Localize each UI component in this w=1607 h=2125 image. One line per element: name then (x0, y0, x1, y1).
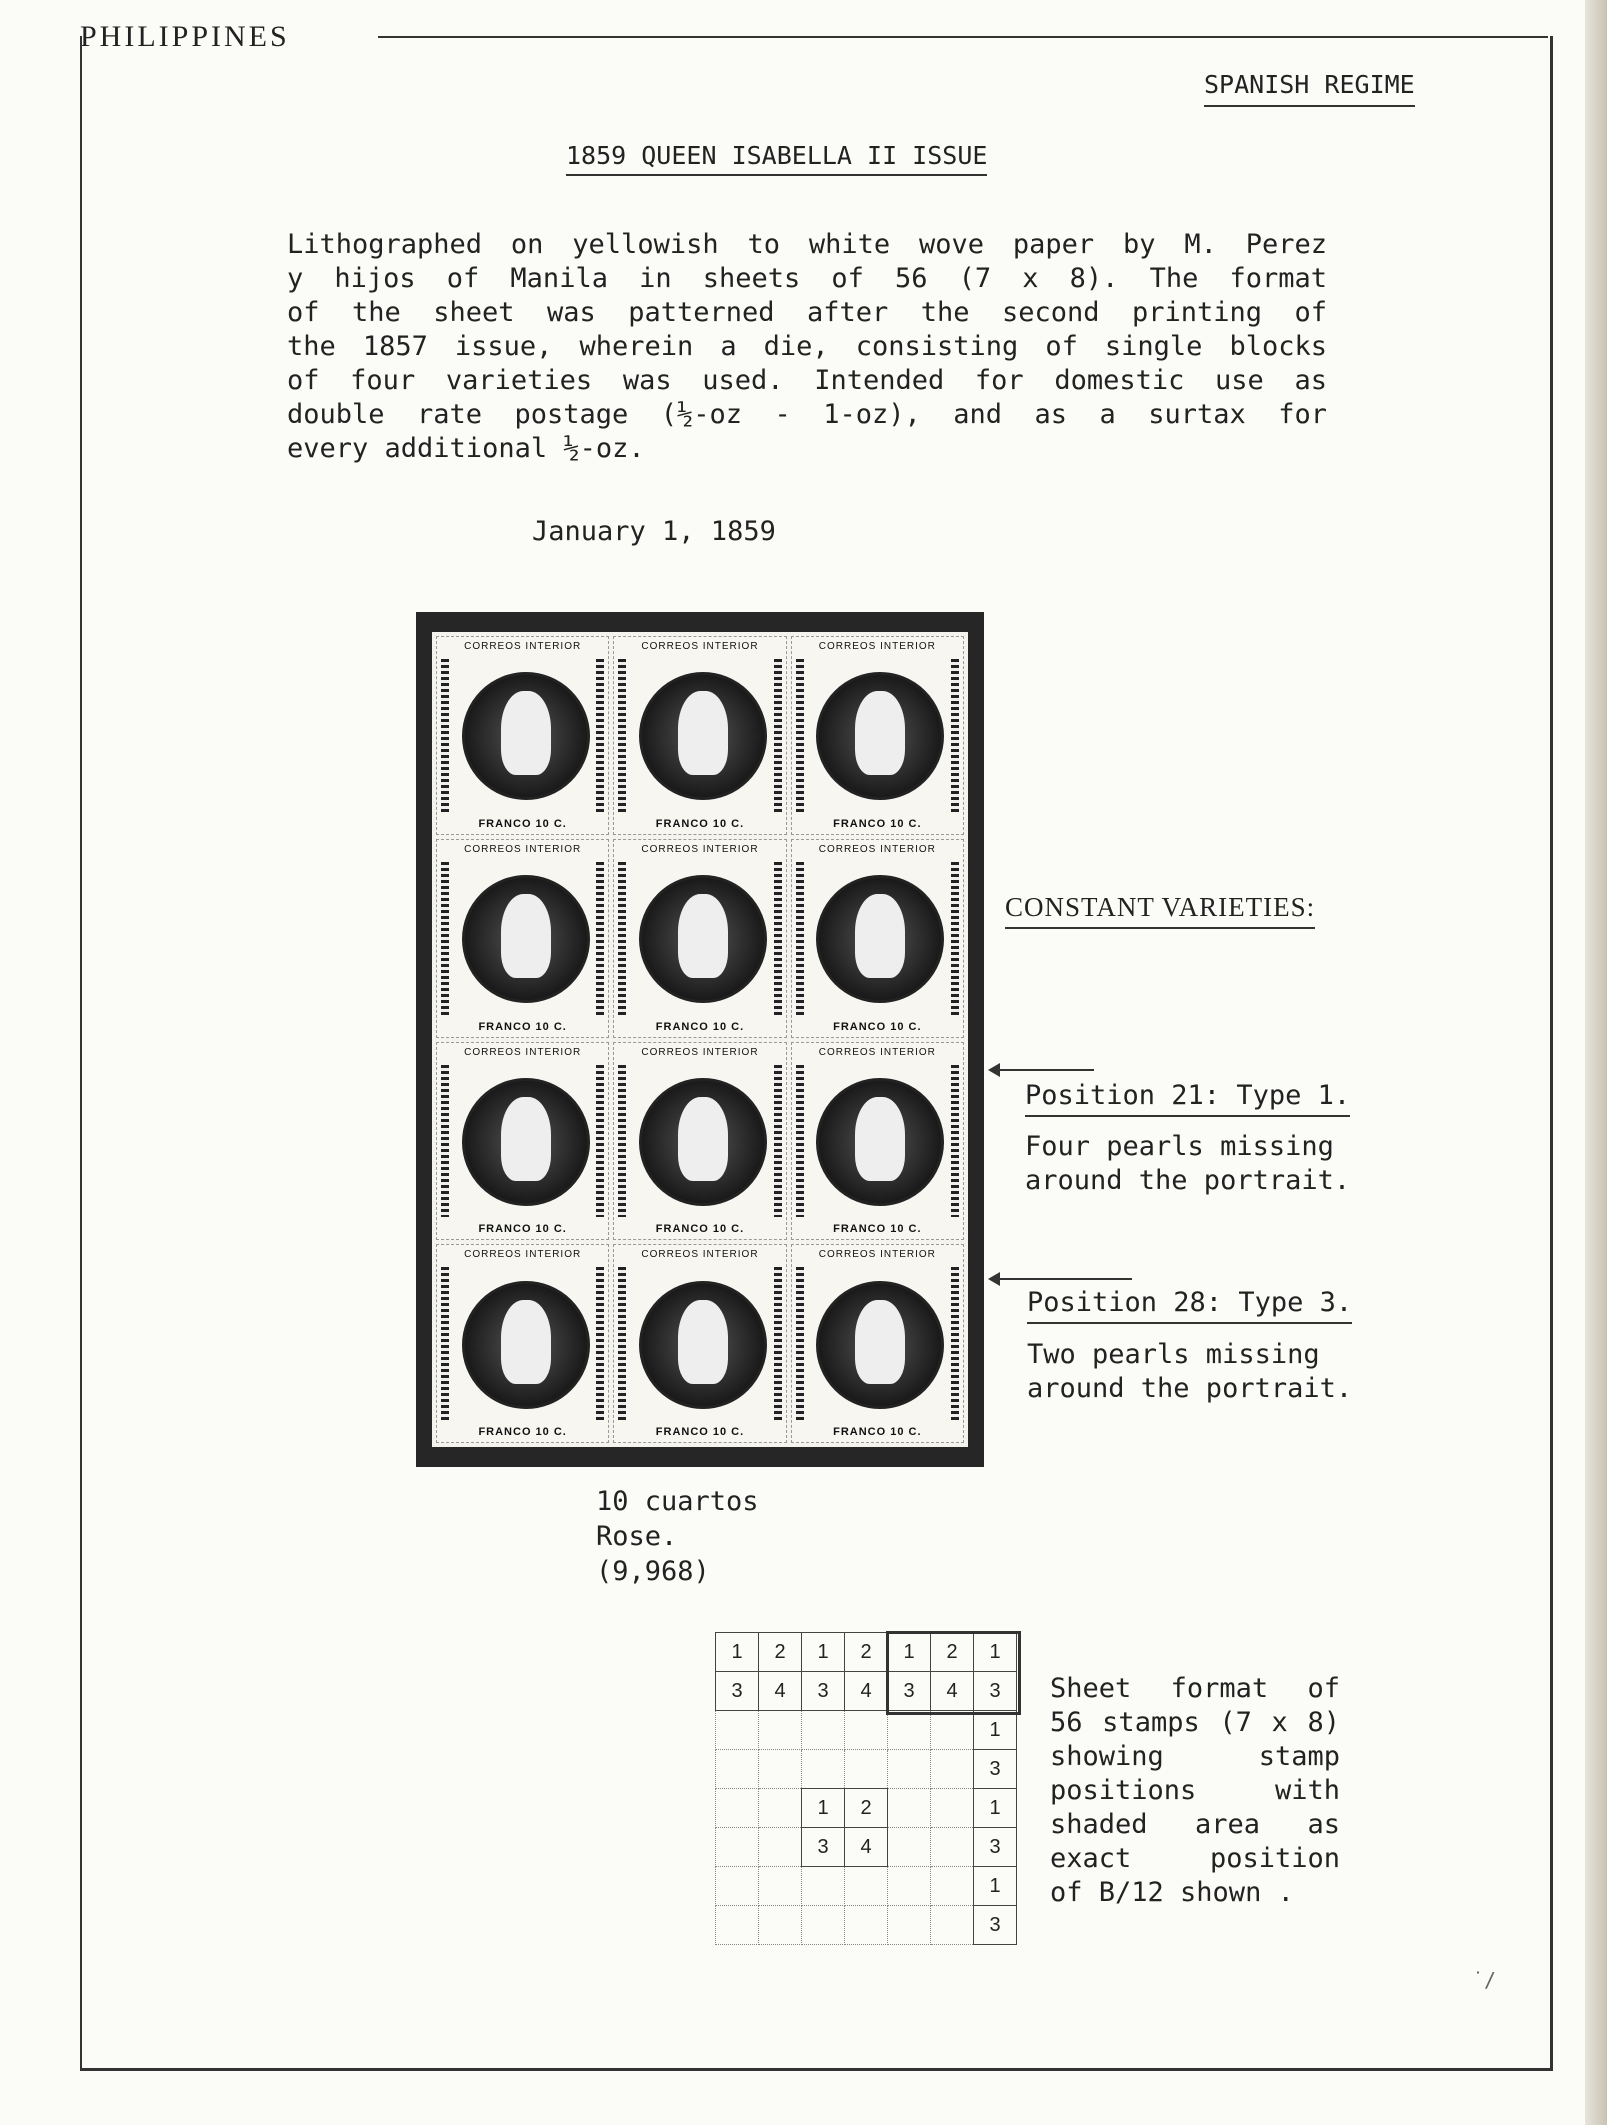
sheet-row (716, 1672, 1017, 1711)
arrow-position-28 (990, 1278, 1132, 1280)
sheet-cell: 1 (974, 1711, 1017, 1750)
quantity-issued: (9,968) (596, 1556, 710, 1587)
queen-portrait-medallion (639, 1078, 767, 1206)
sheet-cell (759, 1789, 802, 1828)
sheet-cell: 2 (931, 1633, 974, 1672)
variety-line: around the portrait. (1025, 1165, 1351, 1196)
page-header-country: PHILIPPINES (80, 20, 290, 53)
sheet-description-line: exact position (1050, 1843, 1340, 1874)
stamp-bottom-legend: FRANCO 10 C. (478, 817, 567, 830)
sheet-cell: 4 (759, 1672, 802, 1711)
sheet-cell (802, 1750, 845, 1789)
stamp-side-ornament (596, 1065, 604, 1218)
sheet-cell (716, 1906, 759, 1945)
sheet-cell (802, 1711, 845, 1750)
stamp-bottom-legend: FRANCO 10 C. (478, 1426, 567, 1438)
sheet-cell (845, 1711, 888, 1750)
stamp-side-ornament (596, 862, 604, 1015)
issue-date: January 1, 1859 (532, 516, 776, 547)
sheet-cell: 1 (974, 1633, 1017, 1672)
stamp-bottom-legend: FRANCO 10 C. (478, 1020, 567, 1033)
stamp-side-ornament (951, 862, 959, 1015)
variety-title-position-28: Position 28: Type 3. (1027, 1287, 1352, 1324)
stamp-side-ornament (796, 1065, 804, 1218)
sheet-cell (845, 1867, 888, 1906)
description-line: of the sheet was patterned after the second printing of (287, 297, 1327, 328)
queen-portrait-medallion (462, 875, 590, 1003)
stamp-top-legend: CORREOS INTERIOR (818, 1249, 936, 1261)
sheet-description-line: Sheet format of (1050, 1673, 1340, 1704)
sheet-cell: 1 (974, 1789, 1017, 1828)
stamp-top-legend: CORREOS INTERIOR (818, 1046, 936, 1058)
sheet-cell (845, 1906, 888, 1945)
sheet-row (716, 1828, 1017, 1867)
stamp-block-image (416, 612, 984, 1467)
stamp-bottom-legend: FRANCO 10 C. (478, 1223, 567, 1236)
issue-description (287, 228, 1327, 466)
sheet-cell: 2 (845, 1789, 888, 1828)
stamp-side-ornament (774, 1065, 782, 1218)
stamp-side-ornament (596, 659, 604, 812)
sheet-cell: 1 (802, 1633, 845, 1672)
issue-title: 1859 QUEEN ISABELLA II ISSUE (566, 141, 987, 176)
sheet-cell (759, 1867, 802, 1906)
queen-portrait-medallion (816, 672, 944, 800)
stamp-bottom-legend: FRANCO 10 C. (655, 1223, 745, 1236)
sheet-cell: 3 (974, 1672, 1017, 1711)
stamp-side-ornament (618, 659, 626, 812)
sheet-description-line: 56 stamps (7 x 8) (1050, 1707, 1340, 1738)
queen-portrait-medallion (816, 1281, 944, 1409)
sheet-cell: 1 (716, 1633, 759, 1672)
stamp (436, 636, 609, 835)
stamp-top-legend: CORREOS INTERIOR (818, 843, 936, 855)
stamp-side-ornament (774, 1267, 782, 1420)
queen-portrait-medallion (462, 672, 590, 800)
sheet-cell (931, 1750, 974, 1789)
denomination: 10 cuartos (596, 1486, 759, 1517)
sheet-row (716, 1789, 1017, 1828)
stamp-side-ornament (596, 1267, 604, 1420)
stamp (791, 1244, 964, 1443)
sheet-cell (888, 1828, 931, 1867)
variety-line: around the portrait. (1027, 1373, 1353, 1404)
stamp-top-legend: CORREOS INTERIOR (464, 641, 582, 652)
regime-label: SPANISH REGIME (1204, 70, 1415, 107)
stamp-top-legend: CORREOS INTERIOR (641, 641, 759, 652)
sheet-cell (888, 1906, 931, 1945)
sheet-cell: 2 (759, 1633, 802, 1672)
description-line: the 1857 issue, wherein a die, consisting of single blocks (287, 331, 1327, 362)
sheet-cell: 4 (845, 1672, 888, 1711)
sheet-cell: 3 (974, 1906, 1017, 1945)
sheet-row (716, 1711, 1017, 1750)
stamp-bottom-legend: FRANCO 10 C. (833, 817, 922, 830)
sheet-cell (845, 1750, 888, 1789)
stamp (613, 1042, 786, 1241)
sheet-cell: 3 (974, 1828, 1017, 1867)
stamp-side-ornament (441, 1065, 449, 1218)
description-line: every additional ½-oz. (287, 433, 645, 464)
stamp-side-ornament (774, 862, 782, 1015)
stamp (436, 1244, 609, 1443)
variety-line: Four pearls missing (1025, 1131, 1334, 1162)
stamp-color: Rose. (596, 1521, 678, 1552)
sheet-cell (759, 1906, 802, 1945)
stamp-top-legend: CORREOS INTERIOR (464, 843, 582, 855)
sheet-cell (931, 1789, 974, 1828)
stamp-side-ornament (618, 1065, 626, 1218)
sheet-cell: 3 (716, 1672, 759, 1711)
sheet-description-line: showing stamp (1050, 1741, 1340, 1772)
stamp (791, 839, 964, 1038)
description-line: y hijos of Manila in sheets of 56 (7 x 8). The format (287, 263, 1327, 294)
stamp (791, 636, 964, 835)
stamp-top-legend: CORREOS INTERIOR (464, 1046, 582, 1058)
sheet-cell (759, 1828, 802, 1867)
sheet-cell (931, 1711, 974, 1750)
stamp-side-ornament (951, 1065, 959, 1218)
stamp-bottom-legend: FRANCO 10 C. (833, 1223, 922, 1236)
stamp (436, 1042, 609, 1241)
scan-edge-shadow (1585, 0, 1607, 2125)
stamp-bottom-legend: FRANCO 10 C. (655, 1020, 745, 1033)
sheet-cell: 1 (802, 1789, 845, 1828)
stamp-top-legend: CORREOS INTERIOR (641, 843, 759, 855)
sheet-cell (759, 1711, 802, 1750)
sheet-cell (716, 1750, 759, 1789)
queen-portrait-medallion (462, 1281, 590, 1409)
sheet-cell (716, 1867, 759, 1906)
arrow-position-21 (990, 1069, 1094, 1071)
sheet-row (716, 1867, 1017, 1906)
sheet-cell (888, 1789, 931, 1828)
stamp-top-legend: CORREOS INTERIOR (641, 1046, 759, 1058)
sheet-cell (931, 1867, 974, 1906)
stamp-side-ornament (796, 862, 804, 1015)
constant-varieties-heading: CONSTANT VARIETIES: (1005, 892, 1315, 929)
queen-portrait-medallion (639, 875, 767, 1003)
sheet-cell (888, 1711, 931, 1750)
stamp-bottom-legend: FRANCO 10 C. (655, 1426, 745, 1438)
sheet-cell (931, 1828, 974, 1867)
sheet-cell (802, 1906, 845, 1945)
queen-portrait-medallion (816, 875, 944, 1003)
sheet-row (716, 1906, 1017, 1945)
sheet-cell: 1 (974, 1867, 1017, 1906)
sheet-cell: 1 (888, 1633, 931, 1672)
description-line: Lithographed on yellowish to white wove paper by M. Perez (287, 229, 1327, 260)
sheet-description-line: of B/12 shown . (1050, 1877, 1294, 1908)
variety-description-position-28 (1027, 1338, 1352, 1406)
scan-speck: ˙/ (1472, 1968, 1497, 1992)
stamp (436, 839, 609, 1038)
stamp-top-legend: CORREOS INTERIOR (818, 641, 936, 652)
sheet-cell (716, 1711, 759, 1750)
sheet-cell (888, 1867, 931, 1906)
sheet-cell (802, 1867, 845, 1906)
queen-portrait-medallion (639, 1281, 767, 1409)
sheet-cell (716, 1828, 759, 1867)
sheet-cell: 2 (845, 1633, 888, 1672)
stamp-side-ornament (441, 659, 449, 812)
description-line: double rate postage (½-oz - 1-oz), and as a surtax for (287, 399, 1327, 430)
sheet-format-grid (715, 1632, 1017, 1945)
queen-portrait-medallion (816, 1078, 944, 1206)
sheet-description-line: positions with (1050, 1775, 1340, 1806)
stamp (613, 636, 786, 835)
sheet-cell (888, 1750, 931, 1789)
sheet-description-line: shaded area as (1050, 1809, 1340, 1840)
sheet-cell: 3 (802, 1672, 845, 1711)
stamp-caption (596, 1484, 759, 1589)
stamp (613, 1244, 786, 1443)
sheet-cell (759, 1750, 802, 1789)
stamp-bottom-legend: FRANCO 10 C. (833, 1426, 922, 1438)
variety-line: Two pearls missing (1027, 1339, 1320, 1370)
sheet-cell: 3 (888, 1672, 931, 1711)
stamp-top-legend: CORREOS INTERIOR (464, 1249, 582, 1261)
sheet-row (716, 1633, 1017, 1672)
variety-description-position-21 (1025, 1130, 1350, 1198)
stamp (613, 839, 786, 1038)
stamp-top-legend: CORREOS INTERIOR (641, 1249, 759, 1261)
queen-portrait-medallion (462, 1078, 590, 1206)
stamp-side-ornament (441, 1267, 449, 1420)
variety-title-position-21: Position 21: Type 1. (1025, 1080, 1350, 1117)
stamp-bottom-legend: FRANCO 10 C. (655, 817, 745, 830)
sheet-cell: 4 (931, 1672, 974, 1711)
description-line: of four varieties was used. Intended for domestic use as (287, 365, 1327, 396)
stamp (791, 1042, 964, 1241)
stamp-side-ornament (774, 659, 782, 812)
stamp-bottom-legend: FRANCO 10 C. (833, 1020, 922, 1033)
sheet-cell: 3 (802, 1828, 845, 1867)
sheet-cell (716, 1789, 759, 1828)
sheet-cell (931, 1906, 974, 1945)
stamp-side-ornament (796, 1267, 804, 1420)
sheet-format-description (1050, 1672, 1340, 1910)
stamp-grid (432, 632, 968, 1447)
stamp-side-ornament (441, 862, 449, 1015)
stamp-side-ornament (796, 659, 804, 812)
stamp-side-ornament (618, 862, 626, 1015)
queen-portrait-medallion (639, 672, 767, 800)
stamp-side-ornament (951, 1267, 959, 1420)
sheet-cell: 3 (974, 1750, 1017, 1789)
stamp-side-ornament (618, 1267, 626, 1420)
sheet-cell: 4 (845, 1828, 888, 1867)
sheet-row (716, 1750, 1017, 1789)
stamp-side-ornament (951, 659, 959, 812)
